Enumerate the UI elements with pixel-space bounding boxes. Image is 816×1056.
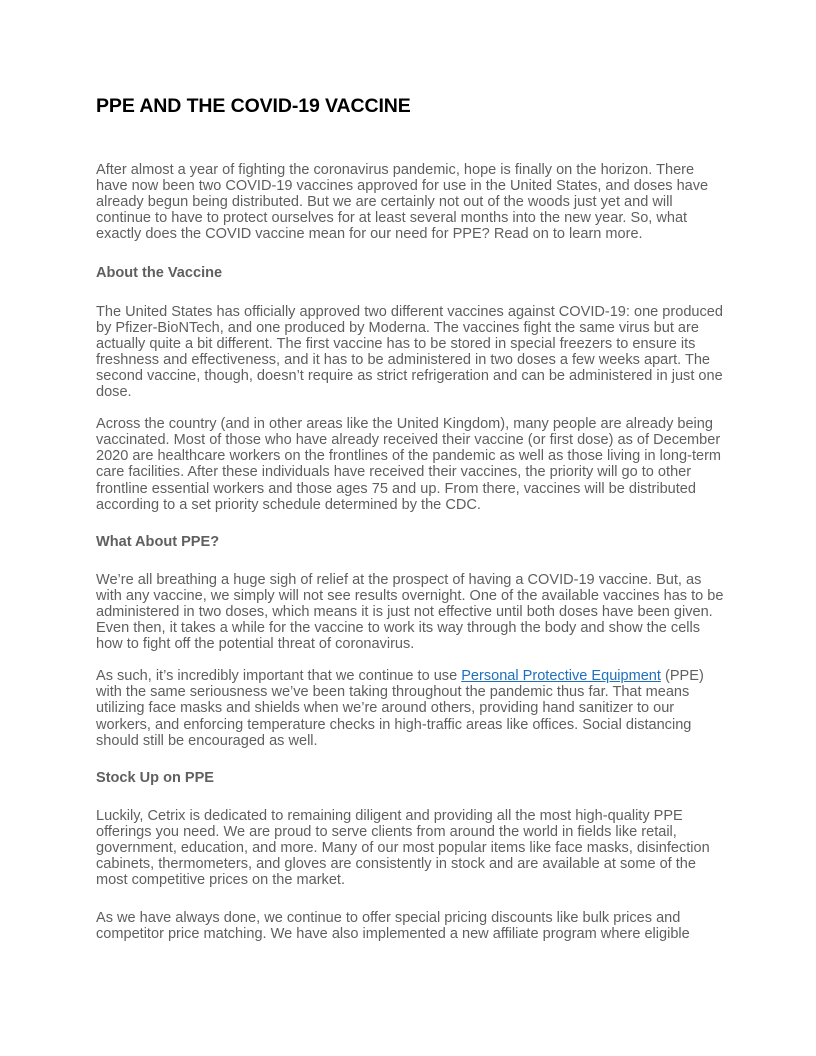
paragraph-text-before-link: As such, it’s incredibly important that we continue to use — [96, 668, 462, 685]
paragraph: We’re all breathing a huge sigh of relief at the prospect of having a COVID-19 vaccine. But, as with any vaccine, we simply will not see results overnight. One of the available vaccines has to be administered in two doses, which means it is just not effective until both doses have been given. Even then, it takes a while for the vaccine to work its way through the body and show the cells how to fight off the potential threat of coronavirus. — [96, 571, 724, 653]
paragraph: Luckily, Cetrix is dedicated to remaining diligent and providing all the most high-quality PPE offerings you need. We are proud to serve clients from around the world in fields like retail, government, education, and more. Many of our most popular items like face masks, disinfection cabinets, thermometers, and gloves are consistently in stock and are available at some of the most competitive prices on the market. — [96, 807, 710, 889]
paragraph-with-link — [96, 668, 728, 748]
paragraph: Across the country (and in other areas like the United Kingdom), many people are already being vaccinated. Most of those who have already received their vaccine (or first dose) as of December 2020 are healthcare workers on the frontlines of the pandemic as well as those living in long-term care facilities. After these individuals have received their vaccines, the priority will go to other frontline essential workers and those ages 75 and up. From there, vaccines will be distributed according to a set priority schedule determined by the CDC. — [96, 416, 722, 513]
paragraph: As we have always done, we continue to offer special pricing discounts like bulk prices and competitor price matching. We have also implemented a new affiliate program where eligible — [96, 910, 690, 943]
paragraph: The United States has officially approved two different vaccines against COVID-19: one produced by Pfizer-BioNTech, and one produced by Moderna. The vaccines fight the same virus but are actually quite a bit different. The first vaccine has to be stored in special freezers to ensure its freshness and effectiveness, and it has to be administered in two doses a few weeks apart. The second vaccine, though, doesn’t require as strict refrigeration and can be administered in just one dose. — [96, 303, 723, 401]
ppe-link[interactable]: Personal Protective Equipment — [461, 668, 661, 685]
section-heading-what-about-ppe: What About PPE? — [96, 533, 220, 550]
section-heading-stock-up: Stock Up on PPE — [96, 769, 215, 786]
intro-paragraph: After almost a year of fighting the coronavirus pandemic, hope is finally on the horizon. There have now been two COVID-19 vaccines approved for use in the United States, and doses have already begun being distributed. But we are certainly not out of the woods just yet and will continue to have to protect ourselves for at least several months into the new year. So, what exactly does the COVID vaccine mean for our need for PPE? Read on to learn more. — [96, 162, 709, 243]
document-body — [96, 162, 728, 958]
paragraph-text-after-link: (PPE) with the same seriousness we’ve been taking throughout the pandemic thus far. That means utilizing face masks and shields when we’re around others, providing hand sanitizer to our workers, and enforcing temperature checks in high-traffic areas like offices. Social distancing should still be encouraged as well. — [96, 668, 704, 749]
page-title: PPE AND THE COVID-19 VACCINE — [96, 95, 411, 117]
section-heading-about-vaccine: About the Vaccine — [96, 265, 223, 282]
